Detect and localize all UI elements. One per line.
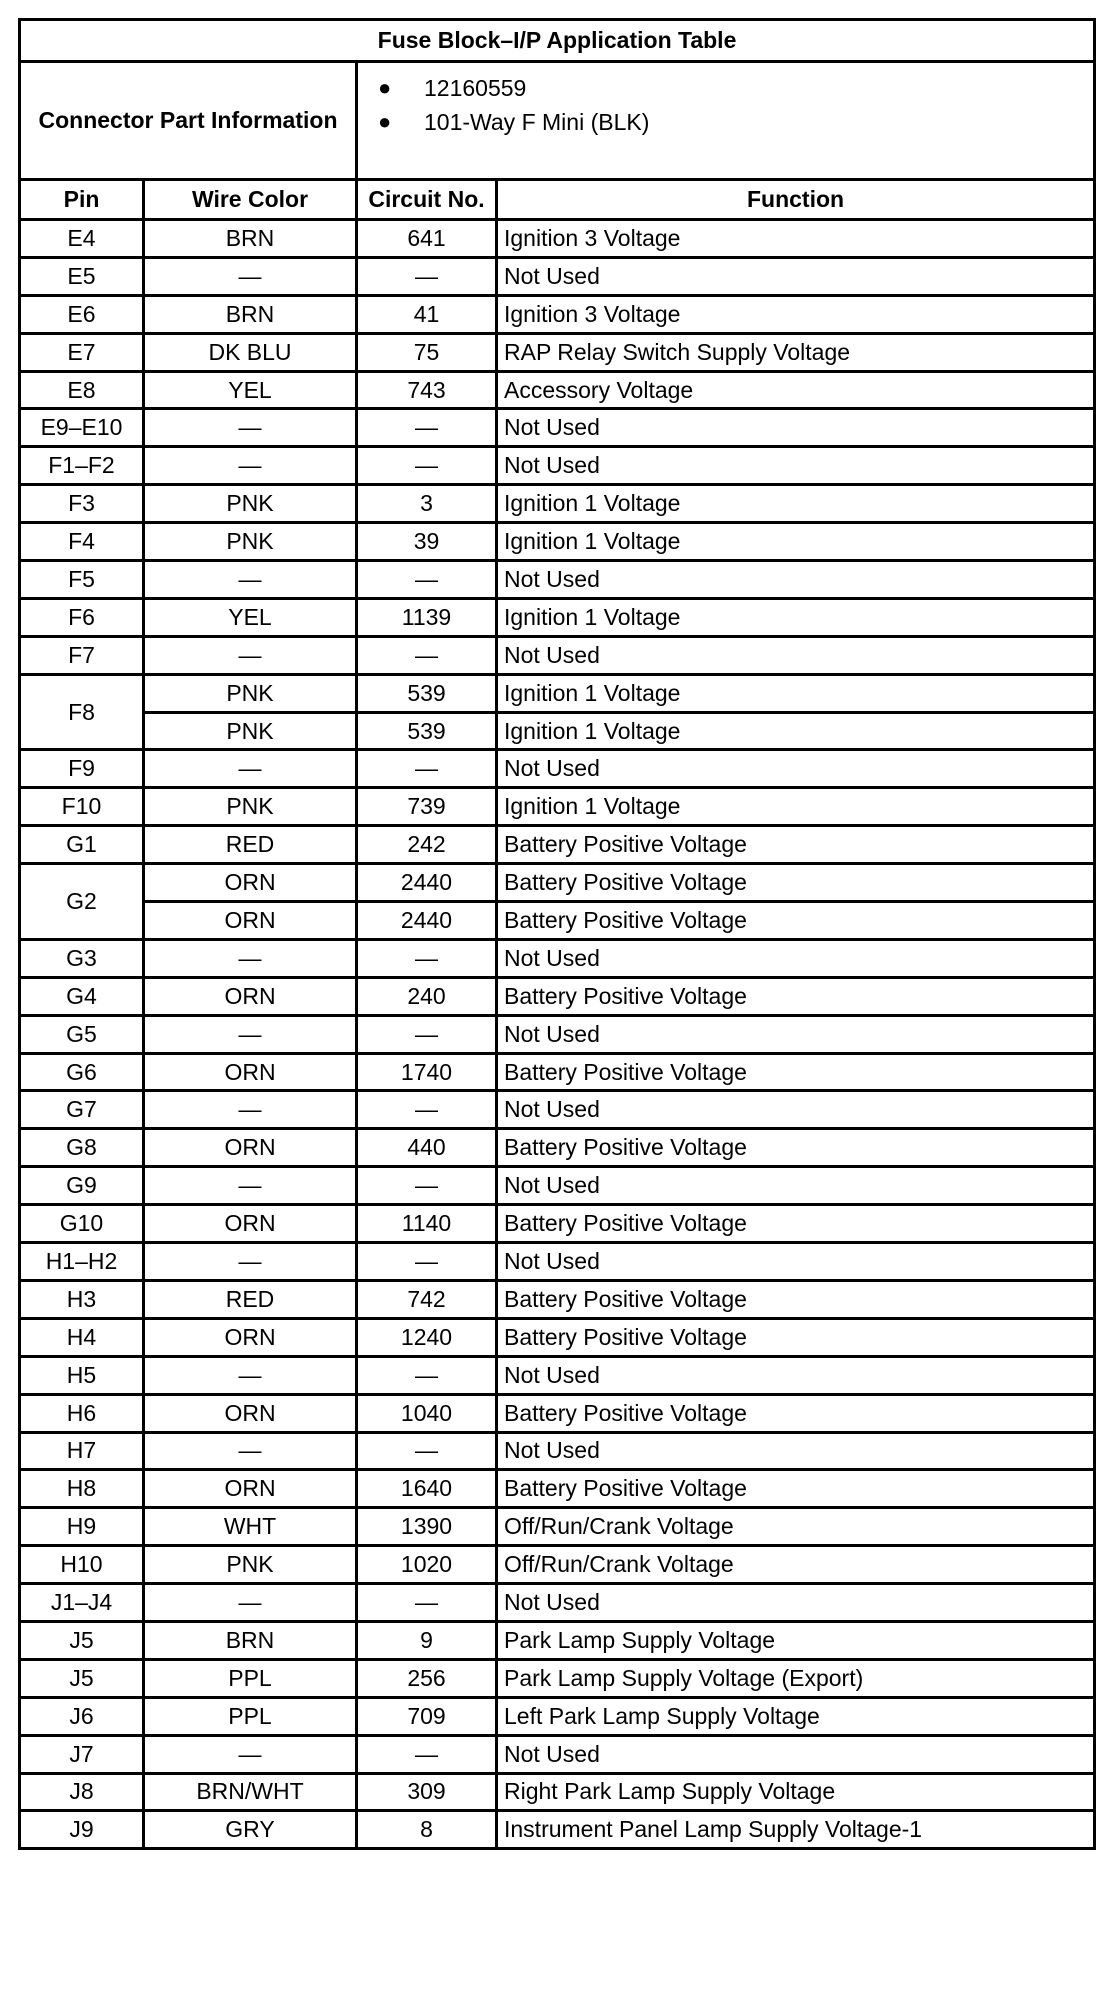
table-row (20, 1356, 1095, 1394)
table-row (20, 333, 1095, 371)
table-row (20, 485, 1095, 523)
cell-circuit: 641 (357, 220, 497, 258)
cell-function: Ignition 1 Voltage (497, 788, 1095, 826)
cell-pin: F6 (20, 598, 144, 636)
cell-circuit: 1140 (357, 1205, 497, 1243)
cell-function: Not Used (497, 1015, 1095, 1053)
cell-function: Not Used (497, 1243, 1095, 1281)
cell-wire-color: ORN (144, 1129, 357, 1167)
cell-pin: J6 (20, 1697, 144, 1735)
cell-function: Battery Positive Voltage (497, 1318, 1095, 1356)
cell-function: Not Used (497, 939, 1095, 977)
cell-circuit: — (357, 1735, 497, 1773)
cell-pin: H3 (20, 1280, 144, 1318)
table-row (20, 409, 1095, 447)
col-header-pin: Pin (20, 180, 144, 220)
cell-pin: E4 (20, 220, 144, 258)
cell-wire-color: RED (144, 1280, 357, 1318)
table-row (20, 257, 1095, 295)
cell-function: Right Park Lamp Supply Voltage (497, 1773, 1095, 1811)
cell-circuit: 742 (357, 1280, 497, 1318)
cell-circuit: — (357, 1015, 497, 1053)
cell-circuit: 9 (357, 1621, 497, 1659)
cell-wire-color: BRN/WHT (144, 1773, 357, 1811)
application-table-sheet (18, 18, 1093, 1850)
cell-function: Battery Positive Voltage (497, 1470, 1095, 1508)
cell-wire-color: ORN (144, 1470, 357, 1508)
title-row (20, 20, 1095, 62)
cell-function: Battery Positive Voltage (497, 826, 1095, 864)
connector-info-label: Connector Part Information (20, 62, 357, 180)
cell-function: Not Used (497, 1356, 1095, 1394)
cell-wire-color: ORN (144, 864, 357, 902)
cell-circuit: 739 (357, 788, 497, 826)
table-row (20, 750, 1095, 788)
cell-function: Battery Positive Voltage (497, 1053, 1095, 1091)
table-row (20, 1584, 1095, 1622)
cell-circuit: 743 (357, 371, 497, 409)
cell-wire-color: WHT (144, 1508, 357, 1546)
connector-info-row (20, 62, 1095, 180)
connector-description: 101-Way F Mini (BLK) (424, 109, 650, 135)
table-row (20, 902, 1095, 940)
cell-wire-color: — (144, 939, 357, 977)
table-row (20, 1659, 1095, 1697)
cell-function: Not Used (497, 561, 1095, 599)
cell-wire-color: — (144, 1584, 357, 1622)
table-row (20, 1811, 1095, 1849)
cell-circuit: 1139 (357, 598, 497, 636)
table-row (20, 1432, 1095, 1470)
cell-function: Battery Positive Voltage (497, 864, 1095, 902)
connector-info-values (357, 62, 1095, 180)
list-item (378, 71, 1087, 105)
cell-wire-color: BRN (144, 295, 357, 333)
cell-function: Not Used (497, 1735, 1095, 1773)
cell-pin: J9 (20, 1811, 144, 1849)
table-row (20, 712, 1095, 750)
cell-pin: H10 (20, 1546, 144, 1584)
table-body (20, 220, 1095, 1849)
cell-function: Battery Positive Voltage (497, 977, 1095, 1015)
list-item (378, 105, 1087, 139)
cell-circuit: 1240 (357, 1318, 497, 1356)
cell-wire-color: — (144, 1167, 357, 1205)
cell-circuit: 309 (357, 1773, 497, 1811)
cell-circuit: — (357, 1243, 497, 1281)
cell-wire-color: PNK (144, 1546, 357, 1584)
table-row (20, 1015, 1095, 1053)
table-row (20, 788, 1095, 826)
cell-pin: G6 (20, 1053, 144, 1091)
cell-circuit: 2440 (357, 864, 497, 902)
cell-circuit: 440 (357, 1129, 497, 1167)
cell-pin: G2 (20, 864, 144, 940)
cell-pin: F7 (20, 636, 144, 674)
cell-pin: H8 (20, 1470, 144, 1508)
table-row (20, 1129, 1095, 1167)
cell-circuit: — (357, 1432, 497, 1470)
cell-wire-color: PNK (144, 523, 357, 561)
table-row (20, 447, 1095, 485)
cell-wire-color: — (144, 409, 357, 447)
bullet-icon: ● (378, 75, 392, 100)
cell-wire-color: ORN (144, 1205, 357, 1243)
cell-circuit: — (357, 636, 497, 674)
cell-wire-color: PNK (144, 674, 357, 712)
cell-function: Ignition 1 Voltage (497, 485, 1095, 523)
table-row (20, 1243, 1095, 1281)
cell-function: Ignition 3 Voltage (497, 295, 1095, 333)
cell-pin: F4 (20, 523, 144, 561)
table-row (20, 1735, 1095, 1773)
table-row (20, 939, 1095, 977)
cell-wire-color: GRY (144, 1811, 357, 1849)
cell-function: Ignition 1 Voltage (497, 523, 1095, 561)
cell-circuit: — (357, 939, 497, 977)
cell-wire-color: — (144, 1432, 357, 1470)
cell-pin: H4 (20, 1318, 144, 1356)
cell-circuit: 8 (357, 1811, 497, 1849)
cell-circuit: — (357, 1356, 497, 1394)
cell-pin: G5 (20, 1015, 144, 1053)
cell-wire-color: ORN (144, 1053, 357, 1091)
cell-pin: E8 (20, 371, 144, 409)
cell-function: Battery Positive Voltage (497, 1205, 1095, 1243)
cell-wire-color: ORN (144, 1318, 357, 1356)
cell-circuit: — (357, 447, 497, 485)
table-row (20, 1053, 1095, 1091)
connector-info-list (364, 71, 1087, 139)
cell-circuit: — (357, 1584, 497, 1622)
cell-wire-color: — (144, 1091, 357, 1129)
cell-wire-color: ORN (144, 1394, 357, 1432)
table-row (20, 1697, 1095, 1735)
cell-wire-color: — (144, 447, 357, 485)
cell-circuit: 2440 (357, 902, 497, 940)
table-row (20, 636, 1095, 674)
cell-pin: F5 (20, 561, 144, 599)
table-row (20, 1508, 1095, 1546)
col-header-circuit: Circuit No. (357, 180, 497, 220)
cell-circuit: — (357, 257, 497, 295)
cell-wire-color: — (144, 257, 357, 295)
cell-circuit: 3 (357, 485, 497, 523)
cell-pin: F3 (20, 485, 144, 523)
cell-function: Not Used (497, 636, 1095, 674)
cell-function: Accessory Voltage (497, 371, 1095, 409)
cell-circuit: — (357, 409, 497, 447)
table-row (20, 561, 1095, 599)
cell-wire-color: — (144, 750, 357, 788)
table-row (20, 371, 1095, 409)
cell-wire-color: BRN (144, 220, 357, 258)
cell-wire-color: — (144, 1735, 357, 1773)
cell-function: Battery Positive Voltage (497, 1394, 1095, 1432)
cell-pin: E7 (20, 333, 144, 371)
col-header-wire-color: Wire Color (144, 180, 357, 220)
cell-function: Ignition 1 Voltage (497, 674, 1095, 712)
cell-pin: J1–J4 (20, 1584, 144, 1622)
cell-pin: G3 (20, 939, 144, 977)
col-header-function: Function (497, 180, 1095, 220)
table-row (20, 826, 1095, 864)
cell-pin: G1 (20, 826, 144, 864)
fuse-block-table (18, 18, 1096, 1850)
cell-function: Not Used (497, 1432, 1095, 1470)
cell-function: Ignition 3 Voltage (497, 220, 1095, 258)
table-row (20, 1318, 1095, 1356)
cell-function: Left Park Lamp Supply Voltage (497, 1697, 1095, 1735)
connector-part-number: 12160559 (424, 75, 527, 101)
cell-wire-color: RED (144, 826, 357, 864)
cell-pin: J7 (20, 1735, 144, 1773)
cell-pin: H9 (20, 1508, 144, 1546)
cell-circuit: 75 (357, 333, 497, 371)
cell-wire-color: YEL (144, 598, 357, 636)
cell-wire-color: ORN (144, 977, 357, 1015)
cell-function: Park Lamp Supply Voltage (Export) (497, 1659, 1095, 1697)
cell-circuit: 1040 (357, 1394, 497, 1432)
cell-wire-color: DK BLU (144, 333, 357, 371)
cell-circuit: 539 (357, 674, 497, 712)
cell-wire-color: PPL (144, 1659, 357, 1697)
cell-pin: H6 (20, 1394, 144, 1432)
cell-wire-color: PPL (144, 1697, 357, 1735)
cell-wire-color: — (144, 1015, 357, 1053)
cell-function: Ignition 1 Voltage (497, 598, 1095, 636)
cell-pin: F8 (20, 674, 144, 750)
cell-circuit: — (357, 1091, 497, 1129)
cell-wire-color: — (144, 1356, 357, 1394)
cell-circuit: — (357, 750, 497, 788)
cell-pin: F10 (20, 788, 144, 826)
cell-wire-color: PNK (144, 485, 357, 523)
table-row (20, 1773, 1095, 1811)
cell-wire-color: — (144, 636, 357, 674)
cell-pin: G7 (20, 1091, 144, 1129)
cell-wire-color: ORN (144, 902, 357, 940)
table-title: Fuse Block–I/P Application Table (20, 20, 1095, 62)
cell-pin: E9–E10 (20, 409, 144, 447)
cell-circuit: — (357, 561, 497, 599)
cell-function: Battery Positive Voltage (497, 1280, 1095, 1318)
table-row (20, 674, 1095, 712)
table-row (20, 1205, 1095, 1243)
cell-wire-color: PNK (144, 788, 357, 826)
cell-function: Not Used (497, 257, 1095, 295)
cell-function: Not Used (497, 1091, 1095, 1129)
cell-pin: F1–F2 (20, 447, 144, 485)
table-row (20, 523, 1095, 561)
cell-function: Battery Positive Voltage (497, 1129, 1095, 1167)
table-row (20, 864, 1095, 902)
cell-function: RAP Relay Switch Supply Voltage (497, 333, 1095, 371)
cell-function: Battery Positive Voltage (497, 902, 1095, 940)
table-row (20, 1091, 1095, 1129)
table-row (20, 1621, 1095, 1659)
table-row (20, 598, 1095, 636)
cell-function: Not Used (497, 447, 1095, 485)
cell-circuit: — (357, 1167, 497, 1205)
cell-pin: G9 (20, 1167, 144, 1205)
cell-circuit: 39 (357, 523, 497, 561)
cell-function: Not Used (497, 1167, 1095, 1205)
cell-pin: G10 (20, 1205, 144, 1243)
table-row (20, 1546, 1095, 1584)
cell-pin: H5 (20, 1356, 144, 1394)
cell-function: Off/Run/Crank Voltage (497, 1508, 1095, 1546)
cell-circuit: 1390 (357, 1508, 497, 1546)
cell-circuit: 242 (357, 826, 497, 864)
cell-pin: G4 (20, 977, 144, 1015)
cell-function: Off/Run/Crank Voltage (497, 1546, 1095, 1584)
cell-pin: E6 (20, 295, 144, 333)
cell-wire-color: PNK (144, 712, 357, 750)
cell-function: Instrument Panel Lamp Supply Voltage-1 (497, 1811, 1095, 1849)
cell-circuit: 240 (357, 977, 497, 1015)
cell-wire-color: YEL (144, 371, 357, 409)
cell-function: Ignition 1 Voltage (497, 712, 1095, 750)
cell-pin: H7 (20, 1432, 144, 1470)
cell-wire-color: — (144, 1243, 357, 1281)
table-row (20, 220, 1095, 258)
cell-pin: J5 (20, 1621, 144, 1659)
cell-pin: H1–H2 (20, 1243, 144, 1281)
cell-circuit: 539 (357, 712, 497, 750)
cell-wire-color: — (144, 561, 357, 599)
cell-circuit: 709 (357, 1697, 497, 1735)
cell-pin: F9 (20, 750, 144, 788)
cell-wire-color: BRN (144, 1621, 357, 1659)
bullet-icon: ● (378, 109, 392, 134)
cell-circuit: 41 (357, 295, 497, 333)
table-row (20, 1280, 1095, 1318)
column-header-row (20, 180, 1095, 220)
cell-pin: J8 (20, 1773, 144, 1811)
cell-circuit: 256 (357, 1659, 497, 1697)
cell-circuit: 1020 (357, 1546, 497, 1584)
cell-function: Not Used (497, 409, 1095, 447)
cell-circuit: 1740 (357, 1053, 497, 1091)
table-row (20, 1167, 1095, 1205)
cell-function: Park Lamp Supply Voltage (497, 1621, 1095, 1659)
cell-function: Not Used (497, 1584, 1095, 1622)
table-row (20, 977, 1095, 1015)
cell-pin: J5 (20, 1659, 144, 1697)
cell-pin: G8 (20, 1129, 144, 1167)
cell-function: Not Used (497, 750, 1095, 788)
table-row (20, 1470, 1095, 1508)
table-row (20, 295, 1095, 333)
table-row (20, 1394, 1095, 1432)
cell-pin: E5 (20, 257, 144, 295)
cell-circuit: 1640 (357, 1470, 497, 1508)
